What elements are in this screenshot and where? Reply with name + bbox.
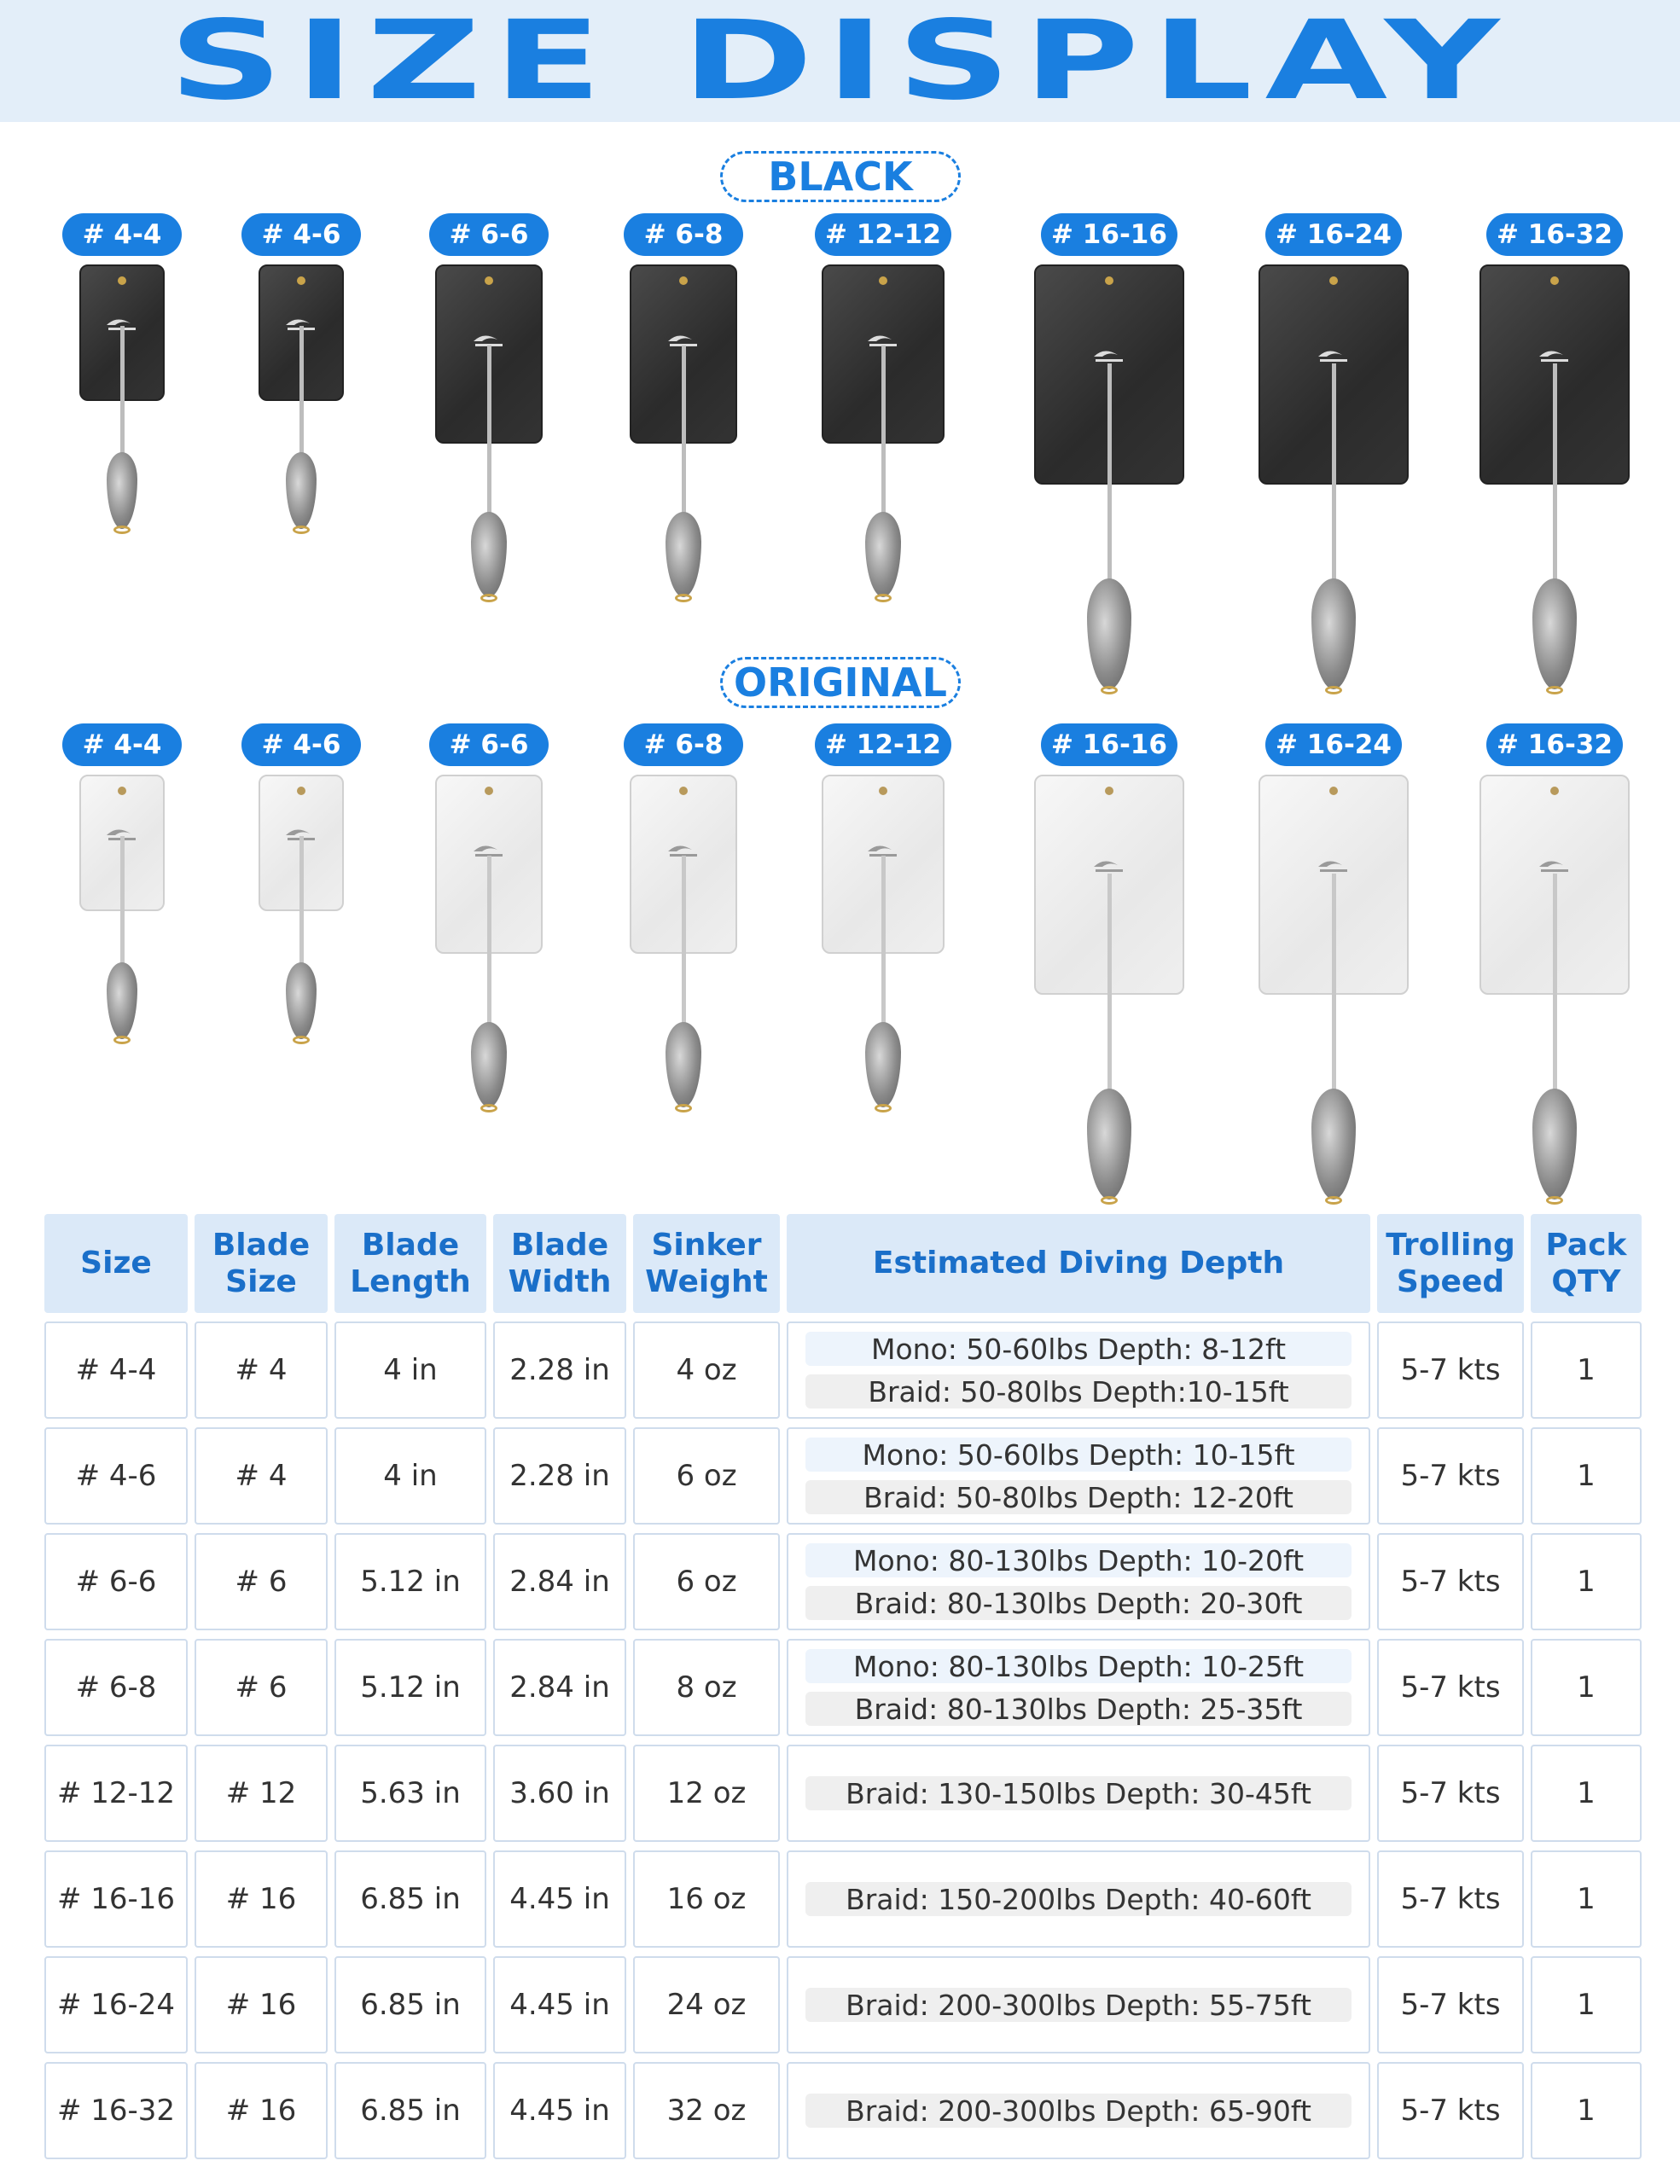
- cell-trolling-speed: 5-7 kts: [1377, 2062, 1524, 2159]
- cell-pack-qty: 1: [1531, 1956, 1642, 2053]
- depth-line-braid: Braid: 50-80lbs Depth: 12-20ft: [805, 1480, 1352, 1514]
- spec-table: [38, 1205, 1648, 2168]
- size-tag: # 6-8: [624, 723, 743, 766]
- swivel-ring: [875, 594, 892, 602]
- brand-wave-logo: [1538, 348, 1572, 363]
- cell-sinker-weight: 32 oz: [633, 2062, 780, 2159]
- sinker-weight: [286, 452, 317, 529]
- depth-lines: [788, 2094, 1369, 2128]
- cell-blade-size: # 4: [195, 1427, 328, 1525]
- cell-blade-width: 4.45 in: [493, 1850, 626, 1948]
- cell-sinker-weight: 24 oz: [633, 1956, 780, 2053]
- depth-line-braid: Braid: 200-300lbs Depth: 65-90ft: [805, 2094, 1352, 2128]
- lure-black-1: [241, 213, 361, 674]
- cell-size: # 4-4: [44, 1321, 188, 1419]
- size-tag: # 4-4: [62, 723, 182, 766]
- cell-diving-depth: [787, 1427, 1370, 1525]
- table-row: [44, 1639, 1642, 1736]
- size-tag: # 12-12: [815, 213, 951, 256]
- size-tag: # 6-6: [429, 723, 549, 766]
- cell-sinker-weight: 4 oz: [633, 1321, 780, 1419]
- cell-blade-width: 4.45 in: [493, 2062, 626, 2159]
- cell-sinker-weight: 6 oz: [633, 1427, 780, 1525]
- cell-blade-size: # 6: [195, 1533, 328, 1630]
- cell-blade-width: 2.84 in: [493, 1533, 626, 1630]
- size-tag: # 6-8: [624, 213, 743, 256]
- header-banner: [0, 0, 1680, 125]
- header-blade-length: Blade Length: [334, 1214, 486, 1313]
- cell-size: # 16-16: [44, 1850, 188, 1948]
- blade-hole: [679, 787, 688, 795]
- depth-line-braid: Braid: 200-300lbs Depth: 55-75ft: [805, 1988, 1352, 2022]
- depth-line-mono: Mono: 80-130lbs Depth: 10-25ft: [805, 1649, 1352, 1683]
- wire-arm: [487, 856, 491, 1048]
- sinker-weight: [865, 1022, 901, 1107]
- sinker-weight: [1087, 1089, 1131, 1199]
- size-tag: # 16-16: [1041, 213, 1177, 256]
- section-label-black: BLACK: [720, 151, 961, 202]
- blade-hole: [297, 276, 305, 285]
- lure-orig-5: [1034, 723, 1184, 1184]
- table-row: [44, 2062, 1642, 2159]
- depth-line-braid: Braid: 150-200lbs Depth: 40-60ft: [805, 1882, 1352, 1916]
- blade-hole: [1105, 787, 1113, 795]
- lure-black-4: [815, 213, 951, 674]
- lure-orig-4: [815, 723, 951, 1184]
- wire-arm: [682, 856, 686, 1048]
- header-blade-width: Blade Width: [493, 1214, 626, 1313]
- sinker-weight: [1532, 1089, 1577, 1199]
- cell-size: # 16-24: [44, 1956, 188, 2053]
- blade-hole: [1550, 276, 1559, 285]
- depth-line-braid: Braid: 130-150lbs Depth: 30-45ft: [805, 1776, 1352, 1810]
- cell-trolling-speed: 5-7 kts: [1377, 1745, 1524, 1842]
- swivel-ring: [293, 1036, 310, 1044]
- header-pack-qty: Pack QTY: [1531, 1214, 1642, 1313]
- depth-lines: [788, 1776, 1369, 1810]
- lure-black-6: [1259, 213, 1409, 674]
- cell-blade-length: 6.85 in: [334, 1850, 486, 1948]
- swivel-ring: [113, 1036, 131, 1044]
- lure-black-7: [1479, 213, 1630, 674]
- depth-line-mono: Mono: 50-60lbs Depth: 8-12ft: [805, 1332, 1352, 1366]
- header-diving-depth: Estimated Diving Depth: [787, 1214, 1370, 1313]
- header-blade-size: Blade Size: [195, 1214, 328, 1313]
- size-tag: # 16-32: [1486, 213, 1623, 256]
- sinker-weight: [666, 512, 701, 597]
- depth-line-braid: Braid: 80-130lbs Depth: 25-35ft: [805, 1692, 1352, 1726]
- sinker-weight: [1087, 578, 1131, 689]
- blade-hole: [118, 276, 126, 285]
- blade-hole: [879, 276, 887, 285]
- size-tag: # 16-32: [1486, 723, 1623, 766]
- cell-size: # 16-32: [44, 2062, 188, 2159]
- cell-trolling-speed: 5-7 kts: [1377, 1639, 1524, 1736]
- sinker-weight: [107, 452, 137, 529]
- blade-hole: [118, 787, 126, 795]
- swivel-ring: [1325, 686, 1342, 694]
- cell-trolling-speed: 5-7 kts: [1377, 1321, 1524, 1419]
- sinker-weight: [865, 512, 901, 597]
- swivel-ring: [480, 1104, 497, 1112]
- cell-sinker-weight: 12 oz: [633, 1745, 780, 1842]
- swivel-ring: [1325, 1196, 1342, 1205]
- lure-orig-3: [624, 723, 743, 1184]
- cell-blade-width: 3.60 in: [493, 1745, 626, 1842]
- blade-hole: [879, 787, 887, 795]
- swivel-ring: [675, 594, 692, 602]
- swivel-ring: [1546, 1196, 1563, 1205]
- brand-wave-logo: [1092, 348, 1126, 363]
- cell-size: # 6-8: [44, 1639, 188, 1736]
- cell-diving-depth: [787, 1321, 1370, 1419]
- size-tag: # 16-24: [1265, 213, 1402, 256]
- swivel-ring: [675, 1104, 692, 1112]
- table-row: [44, 1850, 1642, 1948]
- lure-orig-0: [62, 723, 182, 1184]
- cell-pack-qty: 1: [1531, 1533, 1642, 1630]
- brand-wave-logo: [1092, 858, 1126, 874]
- cell-size: # 12-12: [44, 1745, 188, 1842]
- wire-arm: [682, 346, 686, 538]
- table-row: [44, 1427, 1642, 1525]
- table-header-row: [44, 1214, 1642, 1313]
- depth-line-mono: Mono: 50-60lbs Depth: 10-15ft: [805, 1438, 1352, 1472]
- swivel-ring: [1101, 686, 1118, 694]
- swivel-ring: [875, 1104, 892, 1112]
- size-tag: # 16-16: [1041, 723, 1177, 766]
- swivel-ring: [1101, 1196, 1118, 1205]
- depth-lines: [788, 1649, 1369, 1726]
- cell-diving-depth: [787, 1745, 1370, 1842]
- header-sinker-weight: Sinker Weight: [633, 1214, 780, 1313]
- cell-blade-length: 4 in: [334, 1321, 486, 1419]
- cell-blade-width: 4.45 in: [493, 1956, 626, 2053]
- wire-arm: [1107, 874, 1112, 1114]
- cell-sinker-weight: 6 oz: [633, 1533, 780, 1630]
- table-row: [44, 1745, 1642, 1842]
- cell-blade-size: # 4: [195, 1321, 328, 1419]
- cell-blade-length: 4 in: [334, 1427, 486, 1525]
- wire-arm: [1553, 363, 1557, 604]
- cell-trolling-speed: 5-7 kts: [1377, 1956, 1524, 2053]
- wire-arm: [1107, 363, 1112, 604]
- blade-hole: [1329, 276, 1338, 285]
- cell-blade-length: 5.63 in: [334, 1745, 486, 1842]
- cell-blade-width: 2.28 in: [493, 1427, 626, 1525]
- table-row: [44, 1321, 1642, 1419]
- depth-line-braid: Braid: 80-130lbs Depth: 20-30ft: [805, 1586, 1352, 1620]
- swivel-ring: [113, 526, 131, 534]
- blade-hole: [1550, 787, 1559, 795]
- depth-lines: [788, 1543, 1369, 1620]
- cell-blade-size: # 12: [195, 1745, 328, 1842]
- cell-diving-depth: [787, 1639, 1370, 1736]
- blade-hole: [1329, 787, 1338, 795]
- cell-pack-qty: 1: [1531, 1850, 1642, 1948]
- page-title: SIZE DISPLAY: [168, 0, 1512, 125]
- sinker-weight: [471, 512, 507, 597]
- cell-blade-width: 2.84 in: [493, 1639, 626, 1736]
- lure-orig-2: [429, 723, 549, 1184]
- lure-black-5: [1034, 213, 1184, 674]
- depth-line-braid: Braid: 50-80lbs Depth:10-15ft: [805, 1374, 1352, 1409]
- depth-lines: [788, 1332, 1369, 1409]
- lure-black-0: [62, 213, 182, 674]
- wire-arm: [487, 346, 491, 538]
- size-tag: # 16-24: [1265, 723, 1402, 766]
- swivel-ring: [293, 526, 310, 534]
- cell-diving-depth: [787, 2062, 1370, 2159]
- cell-sinker-weight: 8 oz: [633, 1639, 780, 1736]
- cell-diving-depth: [787, 1533, 1370, 1630]
- sinker-weight: [286, 962, 317, 1039]
- cell-blade-width: 2.28 in: [493, 1321, 626, 1419]
- sinker-weight: [1311, 578, 1356, 689]
- blade-hole: [1105, 276, 1113, 285]
- cell-size: # 4-6: [44, 1427, 188, 1525]
- lure-orig-6: [1259, 723, 1409, 1184]
- blade-hole: [679, 276, 688, 285]
- sinker-weight: [666, 1022, 701, 1107]
- cell-blade-size: # 16: [195, 1850, 328, 1948]
- depth-lines: [788, 1988, 1369, 2022]
- cell-pack-qty: 1: [1531, 2062, 1642, 2159]
- cell-trolling-speed: 5-7 kts: [1377, 1850, 1524, 1948]
- table-row: [44, 1956, 1642, 2053]
- size-tag: # 6-6: [429, 213, 549, 256]
- lure-black-3: [624, 213, 743, 674]
- lure-black-2: [429, 213, 549, 674]
- lure-orig-1: [241, 723, 361, 1184]
- header-size: Size: [44, 1214, 188, 1313]
- blade-hole: [485, 787, 493, 795]
- size-tag: # 4-6: [241, 723, 361, 766]
- cell-sinker-weight: 16 oz: [633, 1850, 780, 1948]
- cell-diving-depth: [787, 1956, 1370, 2053]
- brand-wave-logo: [1317, 858, 1351, 874]
- cell-blade-size: # 6: [195, 1639, 328, 1736]
- size-tag: # 4-4: [62, 213, 182, 256]
- lure-row-original: [0, 723, 1680, 1184]
- wire-arm: [881, 856, 886, 1048]
- lure-row-black: [0, 213, 1680, 674]
- cell-trolling-speed: 5-7 kts: [1377, 1533, 1524, 1630]
- cell-trolling-speed: 5-7 kts: [1377, 1427, 1524, 1525]
- depth-line-mono: Mono: 80-130lbs Depth: 10-20ft: [805, 1543, 1352, 1577]
- sinker-weight: [1532, 578, 1577, 689]
- wire-arm: [1553, 874, 1557, 1114]
- wire-arm: [881, 346, 886, 538]
- sinker-weight: [1311, 1089, 1356, 1199]
- cell-blade-size: # 16: [195, 1956, 328, 2053]
- cell-pack-qty: 1: [1531, 1745, 1642, 1842]
- wire-arm: [1332, 363, 1336, 604]
- wire-arm: [1332, 874, 1336, 1114]
- lure-orig-7: [1479, 723, 1630, 1184]
- swivel-ring: [480, 594, 497, 602]
- cell-pack-qty: 1: [1531, 1427, 1642, 1525]
- cell-diving-depth: [787, 1850, 1370, 1948]
- header-trolling-speed: Trolling Speed: [1377, 1214, 1524, 1313]
- size-tag: # 4-6: [241, 213, 361, 256]
- table-row: [44, 1533, 1642, 1630]
- size-tag: # 12-12: [815, 723, 951, 766]
- sinker-weight: [471, 1022, 507, 1107]
- cell-blade-length: 6.85 in: [334, 2062, 486, 2159]
- section-label-original: ORIGINAL: [720, 657, 961, 708]
- brand-wave-logo: [1538, 858, 1572, 874]
- cell-blade-size: # 16: [195, 2062, 328, 2159]
- blade-hole: [297, 787, 305, 795]
- swivel-ring: [1546, 686, 1563, 694]
- blade-hole: [485, 276, 493, 285]
- cell-pack-qty: 1: [1531, 1639, 1642, 1736]
- cell-size: # 6-6: [44, 1533, 188, 1630]
- depth-lines: [788, 1882, 1369, 1916]
- sinker-weight: [107, 962, 137, 1039]
- cell-blade-length: 5.12 in: [334, 1639, 486, 1736]
- cell-blade-length: 6.85 in: [334, 1956, 486, 2053]
- cell-blade-length: 5.12 in: [334, 1533, 486, 1630]
- depth-lines: [788, 1438, 1369, 1514]
- cell-pack-qty: 1: [1531, 1321, 1642, 1419]
- brand-wave-logo: [1317, 348, 1351, 363]
